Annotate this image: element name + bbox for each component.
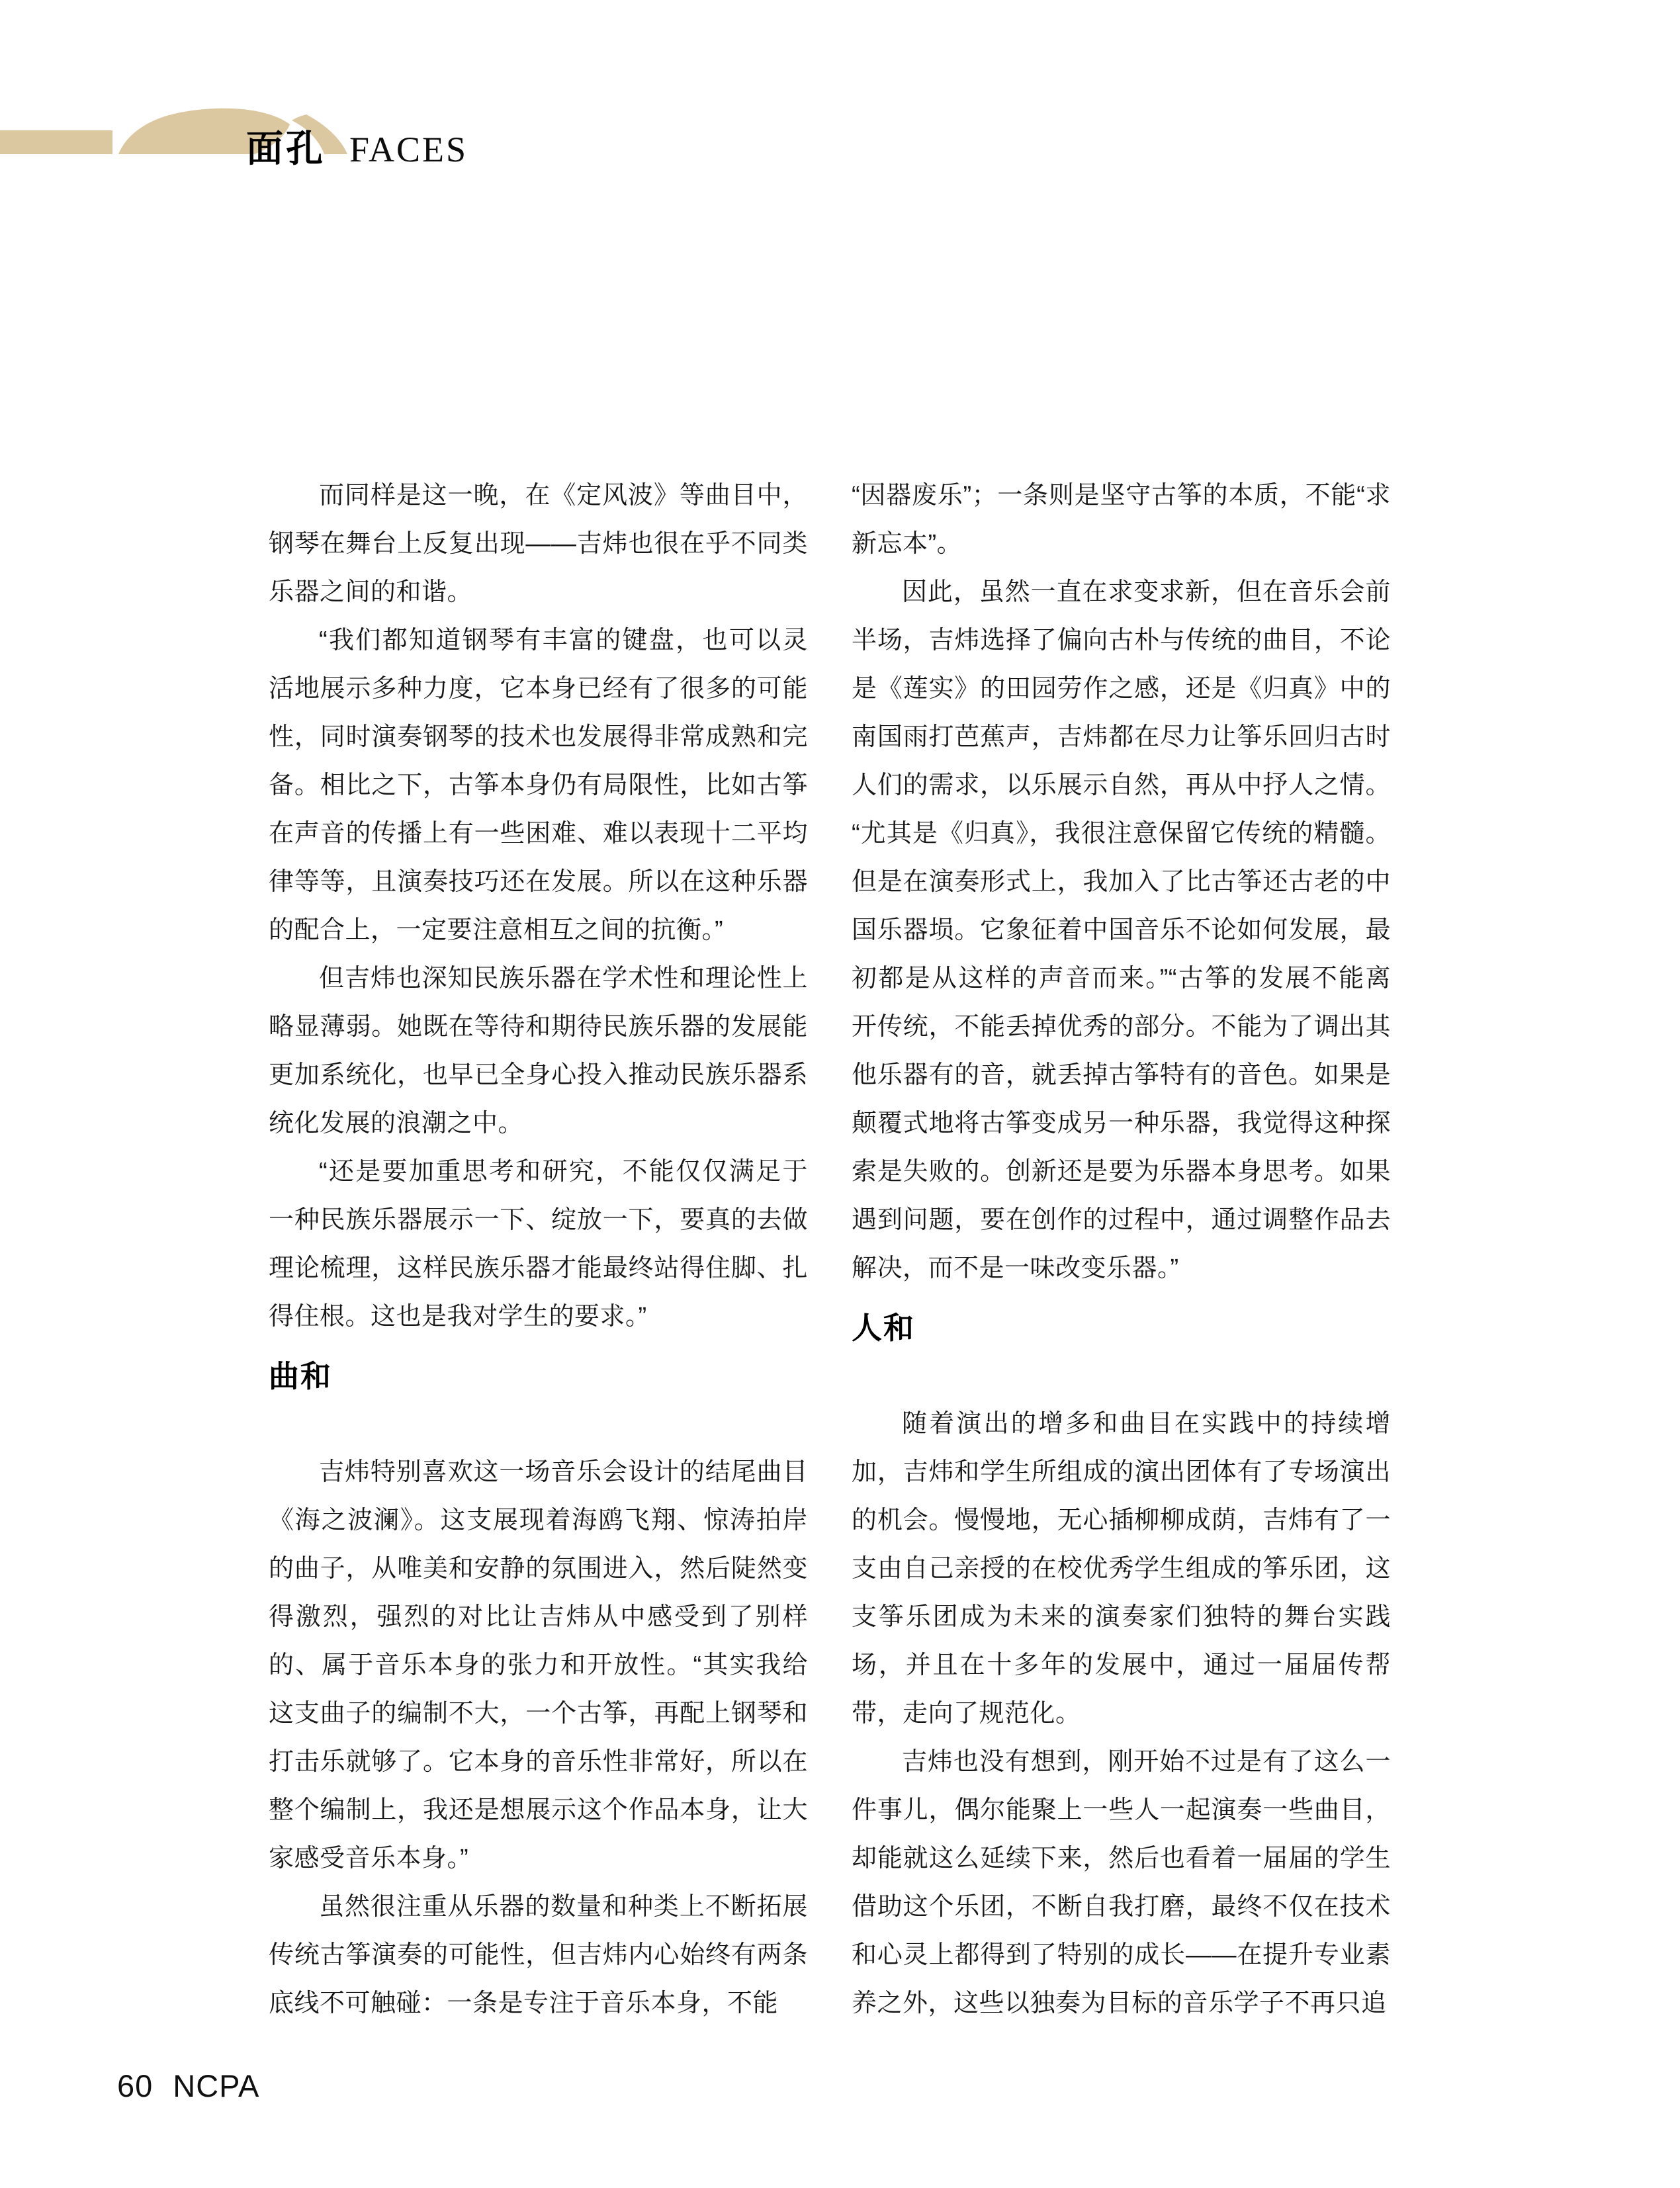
- paragraph: 吉炜也没有想到，刚开始不过是有了这么一件事儿，偶尔能聚上一些人一起演奏一些曲目，却能就这么延续下来，然后也看着一届届的学生借助这个乐团，不断自我打磨，最终不仅在技术和心灵上都得到了特别的成长——在提升专业素养之外，这些以独奏为目标的音乐学子不再只追: [852, 1748, 1391, 2017]
- paragraph: 吉炜特别喜欢这一场音乐会设计的结尾曲目《海之波澜》。这支展现着海鸥飞翔、惊涛拍岸的曲子，从唯美和安静的氛围进入，然后陡然变得激烈，强烈的对比让吉炜从中感受到了别样的、属于音乐本身的张力和开放性。“其实我给这支曲子的编制不大，一个古筝，再配上钢琴和打击乐就够了。它本身的音乐性非常好，所以在整个编制上，我还是想展示这个作品本身，让大家感受音乐本身。”: [269, 1458, 808, 1872]
- paragraph: 而同样是这一晚，在《定风波》等曲目中，钢琴在舞台上反复出现——吉炜也很在乎不同类乐器之间的和谐。: [269, 482, 808, 606]
- paragraph: 因此，虽然一直在求变求新，但在音乐会前半场，吉炜选择了偏向古朴与传统的曲目，不论是《莲实》的田园劳作之感，还是《归真》中的南国雨打芭蕉声，吉炜都在尽力让筝乐回归古时人们的需求，以乐展示自然，再从中抒人之情。“尤其是《归真》，我很注意保留它传统的精髓。但是在演奏形式上，我加入了比古筝还古老的中国乐器埙。它象征着中国音乐不论如何发展，最初都是从这样的声音而来。”“古筝的发展不能离开传统，不能丢掉优秀的部分。不能为了调出其他乐器有的音，就丢掉古筝特有的音色。如果是颠覆式地将古筝变成另一种乐器，我觉得这种探索是失败的。创新还是要为乐器本身思考。如果遇到问题，要在创作的过程中，通过调整作品去解决，而不是一味改变乐器。”: [852, 578, 1391, 1282]
- paragraph: “因器废乐”；一条则是坚守古筝的本质，不能“求新忘本”。: [852, 482, 1391, 558]
- page-footer: [117, 2069, 259, 2103]
- article-right-column: [852, 472, 1391, 2028]
- brand-ncpa: NCPA: [173, 2068, 260, 2103]
- page-number: 60: [117, 2068, 154, 2103]
- section-title-zh: 面孔: [246, 128, 326, 169]
- article-left-column: [269, 472, 808, 2028]
- paragraph: 随着演出的增多和曲目在实践中的持续增加，吉炜和学生所组成的演出团体有了专场演出的机会。慢慢地，无心插柳柳成荫，吉炜有了一支由自己亲授的在校优秀学生组成的筝乐团，这支筝乐团成为未来的演奏家们独特的舞台实践场，并且在十多年的发展中，通过一届届传帮带，走向了规范化。: [852, 1410, 1391, 1728]
- section-heading-quhe: 曲和: [269, 1359, 332, 1393]
- header-bar-shape: [0, 130, 112, 154]
- paragraph: 虽然很注重从乐器的数量和种类上不断拓展传统古筝演奏的可能性，但吉炜内心始终有两条底线不可触碰：一条是专注于音乐本身，不能: [269, 1893, 808, 2017]
- section-title-en: FACES: [349, 130, 468, 169]
- paragraph: 但吉炜也深知民族乐器在学术性和理论性上略显薄弱。她既在等待和期待民族乐器的发展能更加系统化，也早已全身心投入推动民族乐器系统化发展的浪潮之中。: [269, 965, 808, 1137]
- paragraph: “我们都知道钢琴有丰富的键盘，也可以灵活地展示多种力度，它本身已经有了很多的可能性，同时演奏钢琴的技术也发展得非常成熟和完备。相比之下，古筝本身仍有局限性，比如古筝在声音的传播上有一些困难、难以表现十二平均律等等，且演奏技巧还在发展。所以在这种乐器的配合上，一定要注意相互之间的抗衡。”: [269, 627, 808, 944]
- paragraph: “还是要加重思考和研究，不能仅仅满足于一种民族乐器展示一下、绽放一下，要真的去做理论梳理，这样民族乐器才能最终站得住脚、扎得住根。这也是我对学生的要求。”: [269, 1158, 808, 1331]
- section-heading-renhe: 人和: [852, 1311, 915, 1345]
